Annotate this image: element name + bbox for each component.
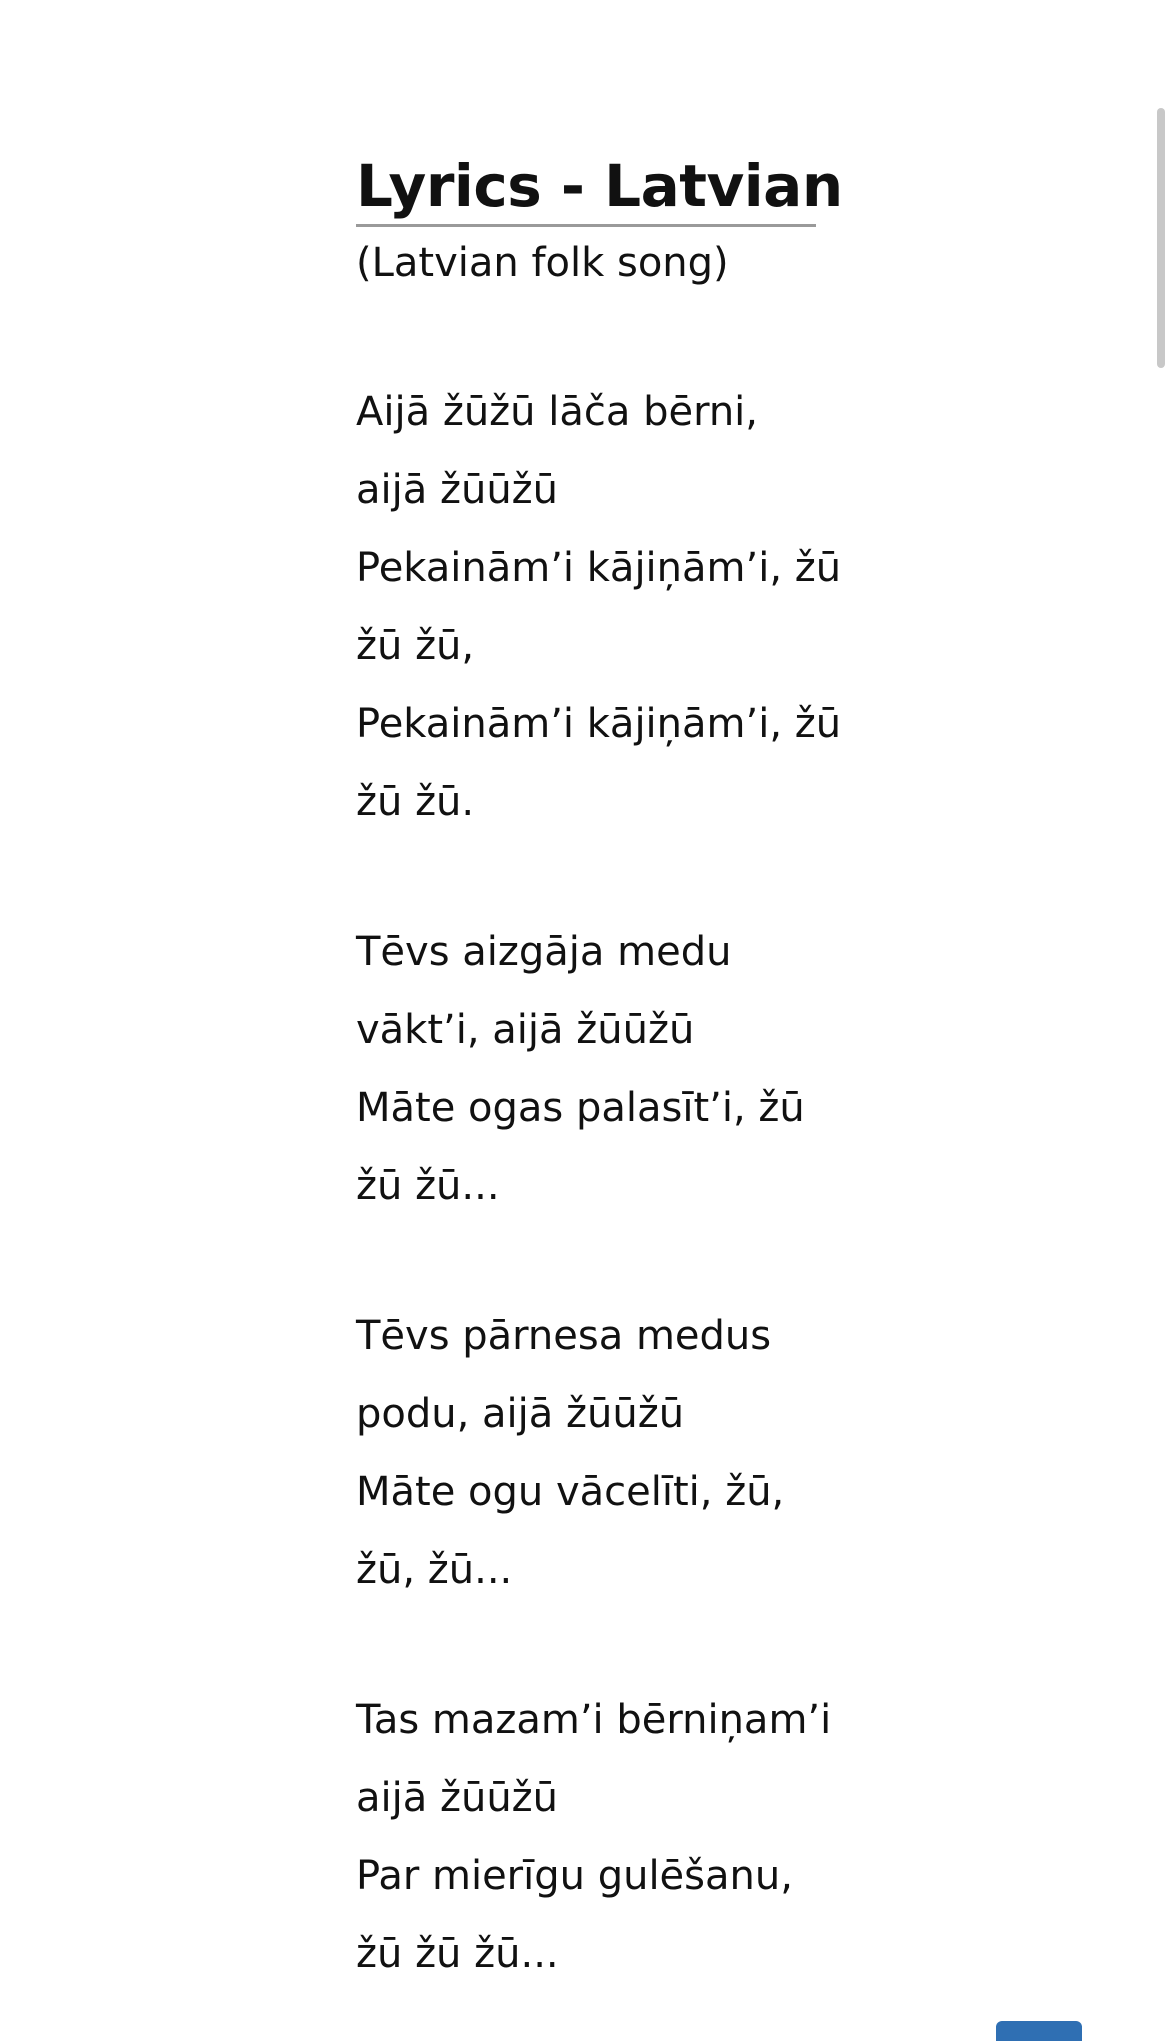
lyric-line: Pekainām’i kājiņām’i, žū [356,545,842,591]
spacer [356,291,826,373]
spacer [356,1609,826,1681]
lyric-line: Māte ogas palasīt’i, žū [356,1085,805,1131]
stanza-4 [356,1681,832,1993]
spacer [356,1225,826,1297]
spacer [356,841,826,913]
lyric-line: Tēvs aizgāja medu [356,929,732,975]
floating-action-button[interactable] [996,2021,1082,2041]
lyric-line: žū žū... [356,1163,500,1209]
vertical-scrollbar[interactable] [1155,108,1169,2027]
page-subtitle: (Latvian folk song) [356,240,729,286]
lyric-line: Pekainām’i kājiņām’i, žū [356,701,842,747]
lyric-line: aijā žūūžū [356,1775,559,1821]
lyric-line: podu, aijā žūūžū [356,1391,685,1437]
lyric-line: žū žū, [356,623,475,669]
page-title: Lyrics - Latvian [356,152,843,220]
stanza-1 [356,373,842,841]
stanza-3 [356,1297,826,1609]
lyric-line: žū žū. [356,779,475,825]
title-underline [356,150,843,227]
lyric-line: Tēvs pārnesa medus [356,1313,772,1359]
lyric-line: Par mierīgu gulēšanu, [356,1853,793,1899]
lyric-line: Tas mazam’i bērniņam’i [356,1697,832,1743]
stanza-2 [356,913,826,1225]
lyric-line: žū, žū... [356,1547,513,1593]
lyrics-document [356,150,843,1993]
scrollbar-thumb[interactable] [1157,108,1165,368]
lyric-line: žū žū žū... [356,1931,559,1977]
lyric-line: aijā žūūžū [356,467,559,513]
lyric-line: Aijā žūžū lāča bērni, [356,389,758,435]
lyric-line: vākt’i, aijā žūūžū [356,1007,695,1053]
lyric-line: Māte ogu vācelīti, žū, [356,1469,785,1515]
